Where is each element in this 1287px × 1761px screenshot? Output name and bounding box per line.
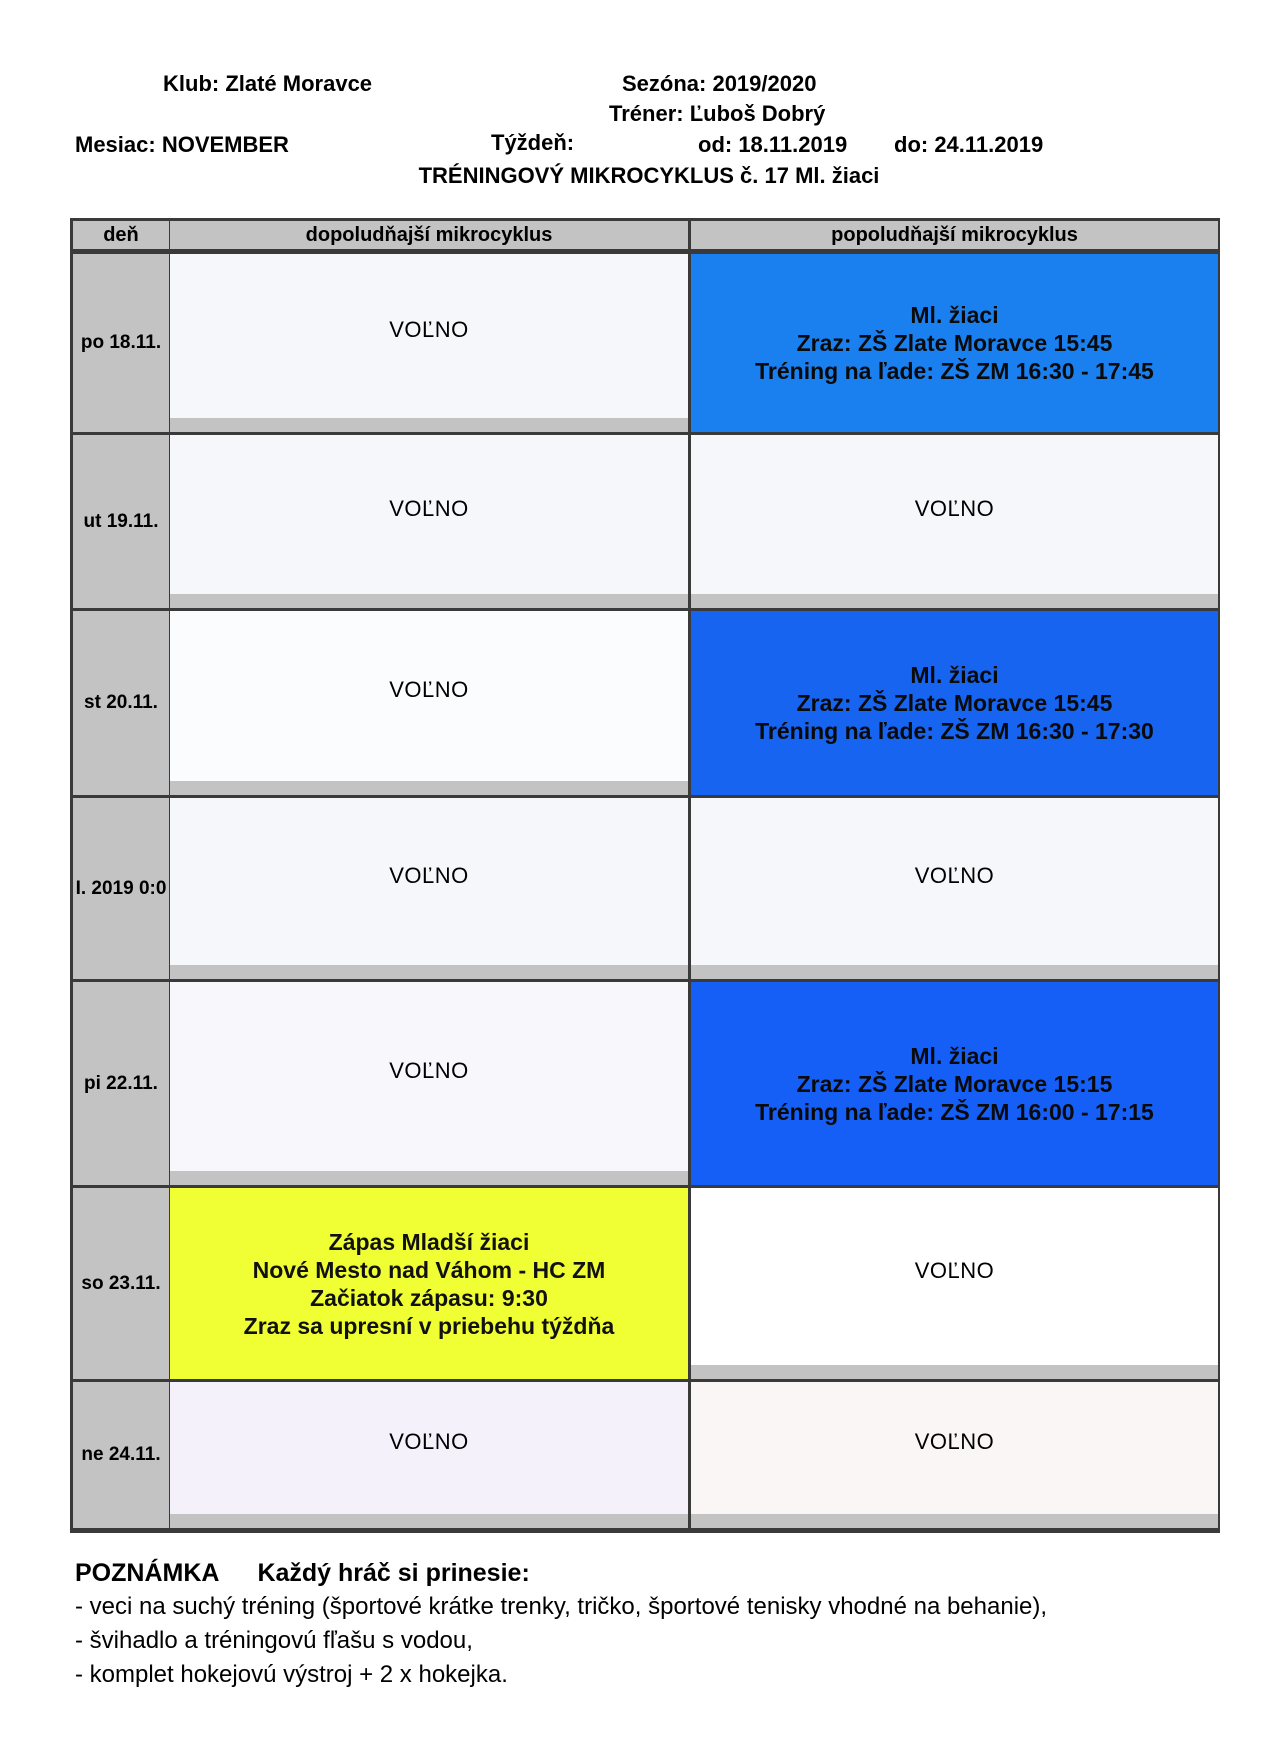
free-label: VOĽNO [914, 1257, 995, 1283]
afternoon-slot [691, 982, 1218, 1185]
free-label: VOĽNO [914, 1429, 995, 1454]
column-header-day: deň [73, 221, 169, 249]
afternoon-slot [691, 435, 1218, 594]
cell-footer-strip [170, 418, 688, 432]
cell-footer-strip [691, 594, 1218, 608]
plan-title: TRÉNINGOVÝ MIKROCYKLUS č. 17 Ml. žiaci [418, 163, 880, 188]
event-line: Zápas Mladší žiaci [328, 1228, 530, 1255]
morning-slot [170, 435, 688, 594]
afternoon-slot [691, 254, 1218, 432]
column-header-morning: dopoludňajší mikrocyklus [170, 221, 688, 249]
morning-slot [170, 1188, 688, 1379]
note-item: - švihadlo a tréningovú fľašu s vodou, [75, 1627, 473, 1654]
event-line: Nové Mesto nad Váhom - HC ZM [252, 1256, 606, 1283]
day-label: so 23.11. [73, 1188, 169, 1379]
event-line: Zraz: ZŠ Zlate Moravce 15:45 [796, 330, 1113, 356]
cell-footer-strip [170, 1171, 688, 1185]
morning-slot [170, 611, 688, 781]
morning-slot [170, 1382, 688, 1514]
afternoon-slot [691, 1382, 1218, 1514]
month-label: Mesiac: NOVEMBER [75, 132, 289, 157]
event-line: Začiatok zápasu: 9:30 [310, 1284, 548, 1311]
coach-label: Tréner: Ľuboš Dobrý [609, 101, 826, 126]
event-line: Zraz sa upresní v priebehu týždňa [243, 1312, 615, 1339]
week-label: Týždeň: [491, 130, 575, 155]
event-line: Tréning na ľade: ZŠ ZM 16:00 - 17:15 [755, 1098, 1154, 1125]
afternoon-slot [691, 611, 1218, 795]
note-subtitle: Každý hráč si prinesie: [257, 1559, 530, 1587]
cell-footer-strip [170, 1514, 688, 1528]
event-line: Zraz: ZŠ Zlate Moravce 15:15 [796, 1070, 1113, 1097]
day-label: st 20.11. [73, 611, 169, 795]
cell-footer-strip [691, 965, 1218, 979]
note-item: - veci na suchý tréning (športové krátke trenky, tričko, športové tenisky vhodné na behanie), [75, 1593, 1048, 1620]
event-line: Ml. žiaci [910, 1042, 999, 1069]
free-label: VOĽNO [389, 1057, 469, 1083]
day-label: po 18.11. [73, 254, 169, 432]
event-line: Ml. žiaci [910, 302, 999, 328]
morning-slot [170, 982, 688, 1171]
free-label: VOĽNO [389, 495, 469, 521]
morning-slot [170, 798, 688, 965]
cell-footer-strip [170, 781, 688, 795]
note-title: POZNÁMKA [75, 1559, 220, 1587]
note-item: - komplet hokejovú výstroj + 2 x hokejka. [75, 1661, 508, 1688]
afternoon-slot [691, 1188, 1218, 1365]
day-label: ne 24.11. [73, 1382, 169, 1528]
event-line: Ml. žiaci [910, 662, 999, 688]
free-label: VOĽNO [389, 1429, 469, 1454]
date-to: do: 24.11.2019 [894, 132, 1044, 157]
season-label: Sezóna: 2019/2020 [622, 71, 817, 96]
schedule-table [70, 218, 1220, 1533]
note-section [75, 1556, 1275, 1692]
event-line: Tréning na ľade: ZŠ ZM 16:30 - 17:45 [755, 358, 1154, 384]
day-label: ut 19.11. [73, 435, 169, 608]
day-label: pi 22.11. [73, 982, 169, 1185]
event-line: Tréning na ľade: ZŠ ZM 16:30 - 17:30 [755, 718, 1154, 744]
morning-slot [170, 254, 688, 418]
note-heading [75, 1556, 1275, 1590]
free-label: VOĽNO [389, 317, 469, 342]
cell-footer-strip [170, 594, 688, 608]
cell-footer-strip [691, 1514, 1218, 1528]
afternoon-slot [691, 798, 1218, 965]
free-label: VOĽNO [914, 495, 995, 521]
day-label: I. 2019 0:0 [73, 798, 169, 979]
cell-footer-strip [691, 1365, 1218, 1379]
free-label: VOĽNO [389, 862, 469, 888]
free-label: VOĽNO [389, 677, 469, 702]
date-from: od: 18.11.2019 [698, 132, 848, 157]
free-label: VOĽNO [914, 862, 995, 888]
club-label: Klub: Zlaté Moravce [163, 71, 373, 96]
column-header-afternoon: popoludňajší mikrocyklus [691, 221, 1218, 249]
cell-footer-strip [170, 965, 688, 979]
event-line: Zraz: ZŠ Zlate Moravce 15:45 [796, 690, 1113, 716]
